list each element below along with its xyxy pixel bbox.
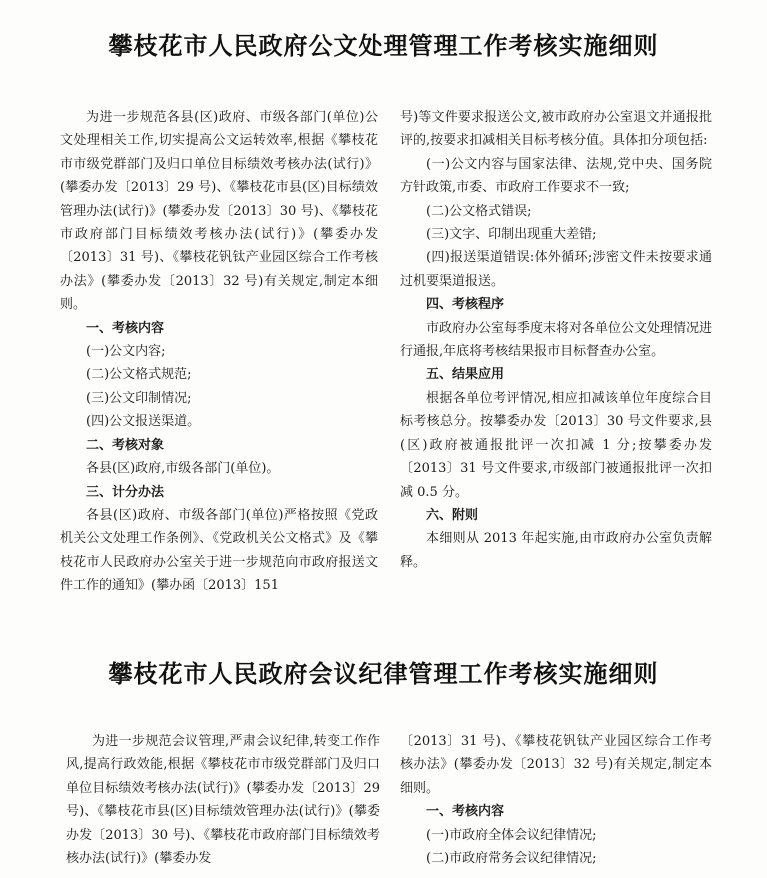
paragraph: 根据各单位考评情况,相应扣减该单位年度综合目标考核总分。按攀委办发〔2013〕30 号文件要求,县(区)政府被通报批评一次扣减 1 分;按攀委办发〔2013〕31 号文件要求,市级部门被通报批评一次扣减 0.5 分。 <box>400 390 712 500</box>
paragraph: 各县(区)政府、市级各部门(单位)严格按照《党政机关公文处理工作条例》、《党政机关公文格式》及《攀枝花市人民政府办公室关于进一步规范向市政府报送文件工作的通知》(攀办函〔2013〕151 <box>60 507 378 594</box>
paragraph: (一)公文内容与国家法律、法规,党中央、国务院方针政策,市委、市政府工作要求不一致; <box>400 156 712 196</box>
paragraph: (三)公文印制情况; <box>86 390 192 406</box>
document-title: 攀枝花市人民政府会议纪律管理工作考核实施细则 <box>108 660 659 688</box>
text-column-right <box>400 730 712 870</box>
text-column-left <box>60 106 378 598</box>
document-title: 攀枝花市人民政府公文处理管理工作考核实施细则 <box>108 32 659 60</box>
paragraph: 市政府办公室每季度末将对各单位公文处理情况进行通报,年底将考核结果报市目标督查办公室。 <box>400 320 713 360</box>
paragraph: 〔2013〕31 号)、《攀枝花钒钛产业园区综合工作考核办法》(攀委办发〔2013〕32 号)有关规定,制定本细则。 <box>400 734 712 796</box>
section-heading: 三、计分办法 <box>86 484 165 500</box>
section-heading: 一、考核内容 <box>426 804 505 820</box>
paragraph: 各县(区)政府,市级各部门(单位)。 <box>86 461 280 477</box>
paragraph: 为进一步规范会议管理,严肃会议纪律,转变工作作风,提高行政效能,根据《攀枝花市市级党群部门及归口单位目标绩效考核办法(试行)》(攀委办发〔2013〕29 号)、《攀枝花市县(区)目标绩效管理办法(试行)》(攀委办发〔2013〕30 号)、《攀枝花市政府部门目标绩效考核办法(试行)》(攀委办发 <box>66 734 380 867</box>
paragraph: 本细则从 2013 年起实施,由市政府办公室负责解释。 <box>400 531 712 570</box>
paragraph: 号)等文件要求报送公文,被市政府办公室退文并通报批评的,按要求扣减相关目标考核分值。具体扣分项包括: <box>400 110 712 149</box>
paragraph: (一)公文内容; <box>86 344 166 360</box>
paragraph: (一)市政府全体会议纪律情况; <box>426 827 597 843</box>
section-heading: 四、考核程序 <box>426 297 505 313</box>
paragraph: (三)文字、印制出现重大差错; <box>426 227 597 243</box>
paragraph: (二)公文格式错误; <box>426 203 532 219</box>
text-column-right <box>400 106 712 574</box>
text-column-left <box>66 730 380 870</box>
paragraph: (四)报送渠道错误:体外循环;涉密文件未按要求通过机要渠道报送。 <box>400 250 712 289</box>
paragraph: (二)市政府常务会议纪律情况; <box>426 851 597 867</box>
paragraph: (二)公文格式规范; <box>86 367 192 383</box>
section-heading: 二、考核对象 <box>86 437 165 453</box>
paragraph: 为进一步规范各县(区)政府、市级各部门(单位)公文处理相关工作,切实提高公文运转效率,根据《攀枝花市市级党群部门及归口单位目标绩效考核办法(试行)》(攀委办发〔2013〕29 号)、《攀枝花市县(区)目标绩效管理办法(试行)》(攀委办发〔2013〕30 号)、《攀枝花市政府部门目标绩效考核办法(试行)》(攀委办发〔2013〕31 号)、《攀枝花钒钛产业园区综合工作考核办法》(攀委办发〔2013〕32 号)有关规定,制定本细则。 <box>60 110 378 313</box>
section-heading: 六、附则 <box>426 507 479 523</box>
paragraph: (四)公文报送渠道。 <box>86 414 201 430</box>
section-heading: 一、考核内容 <box>86 320 165 336</box>
section-heading: 五、结果应用 <box>426 367 505 383</box>
